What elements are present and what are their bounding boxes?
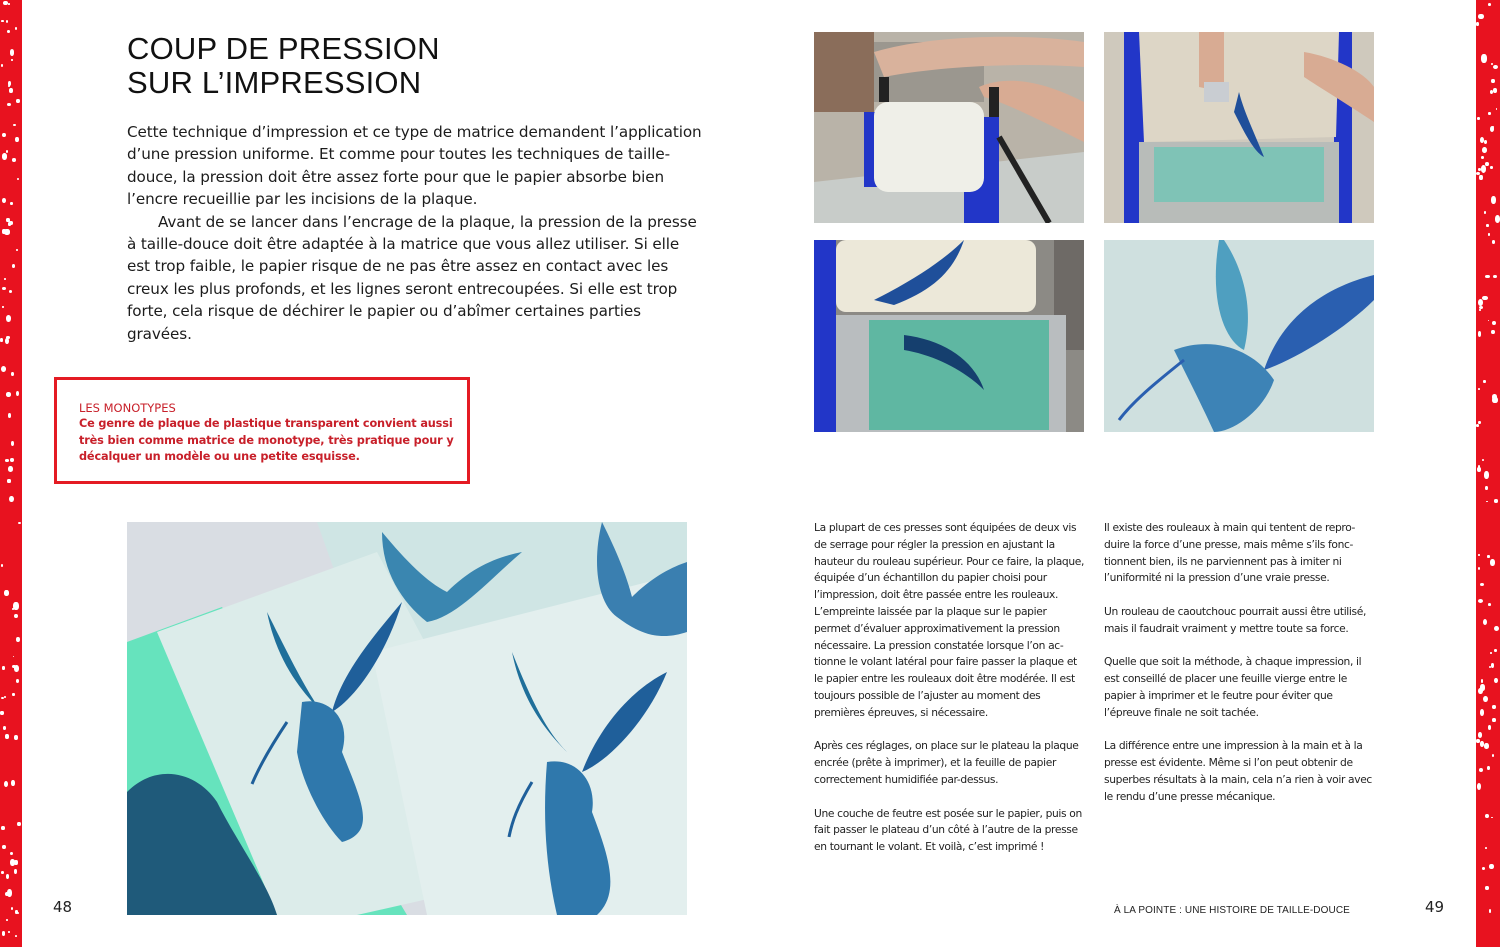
edge-speck xyxy=(1489,909,1492,913)
column-1-paragraph-2: Après ces réglages, on place sur le plateau la plaque encrée (prête à imprimer), et la feuille de papier correctement humidifiée par-dessus. xyxy=(814,739,1079,786)
edge-speck xyxy=(1488,320,1490,322)
edge-speck xyxy=(9,88,13,93)
edge-speck xyxy=(18,522,21,525)
photo-press-peeling-print xyxy=(1104,32,1374,223)
column-2-paragraph-1: Il existe des rouleaux à main qui tentent de reproduire la force d’une presse, mais même s’ils fonctionnent bien, ils ne parviennent pas à imiter ni l’uniformité ni la pression d’une vraie presse. xyxy=(1104,521,1356,585)
edge-speck xyxy=(1480,583,1484,586)
edge-speck xyxy=(1483,380,1485,384)
title-line-1: COUP DE PRESSION xyxy=(127,31,440,66)
edge-speck xyxy=(2,198,7,203)
edge-speck xyxy=(1480,741,1484,746)
edge-speck xyxy=(15,935,17,937)
intro-paragraph-2: Avant de se lancer dans l’encrage de la plaque, la pression de la presse à taille-douce doit être adaptée à la matrice que vous allez utiliser. Si elle est trop faible, le papier risque de ne pas être assez en contact avec les creux les plus profonds, et les lignes seront entrecoupées. Si elle est trop forte, cela risque de déchirer le papier ou d’abîmer certaines parties gravées. xyxy=(127,212,697,343)
edge-speck xyxy=(1485,486,1488,490)
edge-speck xyxy=(1478,14,1483,19)
edge-speck xyxy=(16,679,20,683)
edge-speck xyxy=(1490,166,1493,169)
edge-speck xyxy=(14,614,18,618)
edge-speck xyxy=(1485,847,1487,849)
edge-speck xyxy=(6,218,10,222)
edge-speck xyxy=(1478,688,1483,694)
edge-speck xyxy=(16,637,20,642)
edge-speck xyxy=(1484,743,1489,749)
edge-speck xyxy=(9,290,12,293)
edge-speck xyxy=(11,372,14,376)
edge-speck xyxy=(1482,459,1484,461)
photo-press-plate-print xyxy=(814,240,1084,432)
edge-speck xyxy=(1490,90,1493,94)
edge-speck xyxy=(1488,725,1492,730)
edge-speck xyxy=(8,81,11,86)
edge-speck xyxy=(7,103,11,106)
edge-speck xyxy=(2,931,6,935)
edge-speck xyxy=(1482,296,1487,300)
column-1-paragraph-1: La plupart de ces presses sont équipées de deux vis de serrage pour régler la pression en ajustant la hauteur du rouleau supérieur. Pour ce faire, la plaque, équipée d’un échantillon du papier choisi pour l’impression, doit être passée entre les rouleaux. L’empreinte laissée par la plaque sur le papier permet d’évaluer approximativement la pression nécessaire. La pression constatée lorsque l’on actionne le volant latéral pour faire passer la plaque et le papier entre les rouleaux doit être modérée. Il est toujours possible de l’ajuster au moment des premières épreuves, si nécessaire. xyxy=(814,521,1085,719)
edge-speck xyxy=(1481,165,1486,173)
column-2-paragraph-4: La différence entre une impression à la main et à la presse est évidente. Même si l’on peut obtenir de superbes résultats à la main, cela n’a rien à voir avec le rendu d’une presse mécanique. xyxy=(1104,739,1372,803)
edge-speck xyxy=(1492,321,1496,325)
intro-text xyxy=(127,121,702,345)
edge-speck xyxy=(1495,215,1500,223)
edge-speck xyxy=(1485,162,1489,166)
edge-speck xyxy=(16,99,19,103)
edge-speck xyxy=(1476,22,1479,26)
edge-speck xyxy=(13,602,18,610)
edge-speck xyxy=(1488,603,1491,606)
edge-speck xyxy=(1483,696,1488,703)
edge-speck xyxy=(1478,599,1483,603)
edge-speck xyxy=(1479,175,1482,180)
edge-speck xyxy=(4,590,8,595)
edge-speck xyxy=(1492,705,1496,709)
page-number-left: 48 xyxy=(53,898,73,916)
edge-speck xyxy=(1479,309,1481,311)
edge-speck xyxy=(10,202,12,205)
photo-hummingbird-prints-spread xyxy=(127,522,687,915)
edge-speck xyxy=(1486,224,1489,227)
edge-speck xyxy=(1494,649,1497,652)
edge-speck xyxy=(1484,471,1489,479)
edge-speck xyxy=(1478,732,1482,737)
intro-paragraph-1: Cette technique d’impression et ce type de matrice demandent l’application d’une pression uniforme. Et comme pour toutes les techniques de taille-douce, la pression doit être assez forte pour que le papier absorbe bien l’encre recueillie par les incisions de la plaque. xyxy=(127,123,702,209)
edge-speck xyxy=(1478,331,1482,337)
edge-speck xyxy=(1478,168,1481,170)
edge-speck xyxy=(1487,766,1490,770)
edge-speck xyxy=(1491,79,1494,83)
edge-speck xyxy=(1488,3,1491,6)
edge-speck xyxy=(1479,306,1483,310)
edge-speck xyxy=(6,315,11,322)
edge-speck xyxy=(2,153,7,159)
photo-hummingbird-print-closeup xyxy=(1104,240,1374,432)
edge-speck xyxy=(1491,196,1496,204)
edge-speck xyxy=(1477,783,1481,790)
edge-speck xyxy=(16,249,18,252)
page-edge-right xyxy=(1476,0,1500,947)
callout-body: Ce genre de plaque de plastique transparent convient aussi très bien comme matrice de monotype, très pratique pour y décalquer un modèle ou une petite esquisse. xyxy=(79,417,454,464)
edge-speck xyxy=(9,496,14,503)
edge-speck xyxy=(1485,275,1490,279)
edge-speck xyxy=(1489,864,1494,869)
edge-speck xyxy=(12,158,16,162)
edge-speck xyxy=(13,656,15,657)
edge-speck xyxy=(2,845,6,849)
edge-speck xyxy=(1479,768,1483,772)
edge-speck xyxy=(8,3,10,5)
edge-speck xyxy=(15,137,19,142)
edge-speck xyxy=(15,27,17,30)
edge-speck xyxy=(1494,678,1498,683)
edge-speck xyxy=(1,64,3,67)
edge-speck xyxy=(8,466,13,472)
edge-speck xyxy=(12,264,15,268)
photo-press-hands-roller xyxy=(814,32,1084,223)
edge-speck xyxy=(1,871,4,874)
edge-speck xyxy=(1491,330,1495,335)
edge-speck xyxy=(1478,567,1481,570)
edge-speck xyxy=(14,869,17,874)
edge-speck xyxy=(0,338,3,342)
edge-speck xyxy=(8,931,10,933)
column-2-paragraph-3: Quelle que soit la méthode, à chaque impression, il est conseillé de placer une feuille vierge entre le papier à imprimer et le feutre pour éviter que l’épreuve finale ne soit tachée. xyxy=(1104,655,1362,719)
edge-speck xyxy=(1492,754,1494,757)
page-title xyxy=(127,32,440,100)
edge-speck xyxy=(1490,559,1495,566)
edge-speck xyxy=(1483,619,1487,626)
edge-speck xyxy=(1481,679,1483,683)
edge-speck xyxy=(1491,663,1494,668)
edge-speck xyxy=(8,413,11,418)
edge-speck xyxy=(1490,126,1495,132)
edge-speck xyxy=(1492,397,1497,403)
edge-speck xyxy=(16,391,19,396)
edge-speck xyxy=(10,49,15,55)
edge-speck xyxy=(1478,388,1480,390)
edge-speck xyxy=(1493,275,1497,279)
edge-speck xyxy=(5,459,8,462)
edge-speck xyxy=(2,306,4,308)
edge-speck xyxy=(1494,626,1499,632)
edge-speck xyxy=(10,859,15,866)
edge-speck xyxy=(1493,65,1498,70)
edge-speck xyxy=(1491,817,1493,819)
edge-speck xyxy=(1484,211,1486,213)
edge-speck xyxy=(1492,718,1496,722)
edge-speck xyxy=(14,735,18,740)
edge-speck xyxy=(4,696,6,699)
edge-speck xyxy=(2,133,6,137)
edge-speck xyxy=(3,1,8,5)
edge-speck xyxy=(1,826,4,830)
edge-speck xyxy=(6,874,9,879)
edge-speck xyxy=(10,852,13,856)
edge-speck xyxy=(1487,555,1489,558)
edge-speck xyxy=(1496,108,1498,110)
edge-speck xyxy=(1490,652,1492,654)
edge-speck xyxy=(1477,117,1479,120)
edge-speck xyxy=(7,30,10,33)
edge-speck xyxy=(13,124,16,127)
edge-speck xyxy=(6,150,9,153)
edge-speck xyxy=(1488,112,1490,115)
edge-speck xyxy=(0,711,3,715)
edge-speck xyxy=(6,919,8,921)
edge-speck xyxy=(4,781,8,787)
edge-speck xyxy=(1485,814,1489,819)
edge-speck xyxy=(12,693,14,696)
edge-speck xyxy=(4,278,6,280)
edge-speck xyxy=(1478,421,1481,425)
page-number-right: 49 xyxy=(1425,898,1445,916)
edge-speck xyxy=(1481,156,1484,159)
page-edge-left xyxy=(0,0,22,947)
edge-speck xyxy=(1482,147,1487,153)
edge-speck xyxy=(1,564,3,566)
edge-speck xyxy=(11,780,15,786)
edge-speck xyxy=(1488,233,1490,235)
edge-speck xyxy=(11,59,13,61)
edge-speck xyxy=(1,20,3,22)
edge-speck xyxy=(15,910,18,914)
edge-speck xyxy=(8,222,10,226)
edge-speck xyxy=(17,178,19,180)
edge-speck xyxy=(1481,54,1486,63)
edge-speck xyxy=(2,287,6,290)
column-2-paragraph-2: Un rouleau de caoutchouc pourrait aussi être utilisé, mais il faudrait vraiment y mettre toute sa force. xyxy=(1104,604,1367,635)
edge-speck xyxy=(1489,666,1491,668)
edge-speck xyxy=(1478,299,1483,306)
edge-speck xyxy=(7,479,10,482)
text-column-1 xyxy=(814,520,1086,873)
edge-speck xyxy=(5,734,9,738)
edge-speck xyxy=(1478,554,1480,556)
edge-speck xyxy=(2,666,5,669)
edge-speck xyxy=(1492,240,1495,243)
edge-speck xyxy=(1486,501,1488,503)
callout-monotypes xyxy=(54,377,470,484)
callout-title: LES MONOTYPES xyxy=(79,401,176,415)
edge-speck xyxy=(10,458,14,462)
edge-speck xyxy=(6,392,11,397)
edge-speck xyxy=(1,697,4,699)
title-line-2: SUR L’IMPRESSION xyxy=(127,65,422,100)
edge-speck xyxy=(1494,499,1498,503)
edge-speck xyxy=(1493,88,1497,93)
column-1-paragraph-3: Une couche de feutre est posée sur le papier, puis on fait passer le plateau d’un côté à l’autre de la presse en tournant le volant. Et voilà, c’est imprimé ! xyxy=(814,806,1082,854)
edge-speck xyxy=(5,338,9,344)
edge-speck xyxy=(11,907,13,910)
edge-speck xyxy=(6,20,8,23)
edge-speck xyxy=(1484,140,1487,144)
text-column-2 xyxy=(1104,520,1376,822)
edge-speck xyxy=(3,726,7,730)
edge-speck xyxy=(1485,886,1488,890)
edge-speck xyxy=(4,229,9,234)
edge-speck xyxy=(1480,709,1484,715)
edge-speck xyxy=(11,441,14,446)
edge-speck xyxy=(1482,867,1485,870)
running-head: À LA POINTE : UNE HISTOIRE DE TAILLE-DOUCE xyxy=(1114,905,1350,916)
edge-speck xyxy=(17,822,20,826)
